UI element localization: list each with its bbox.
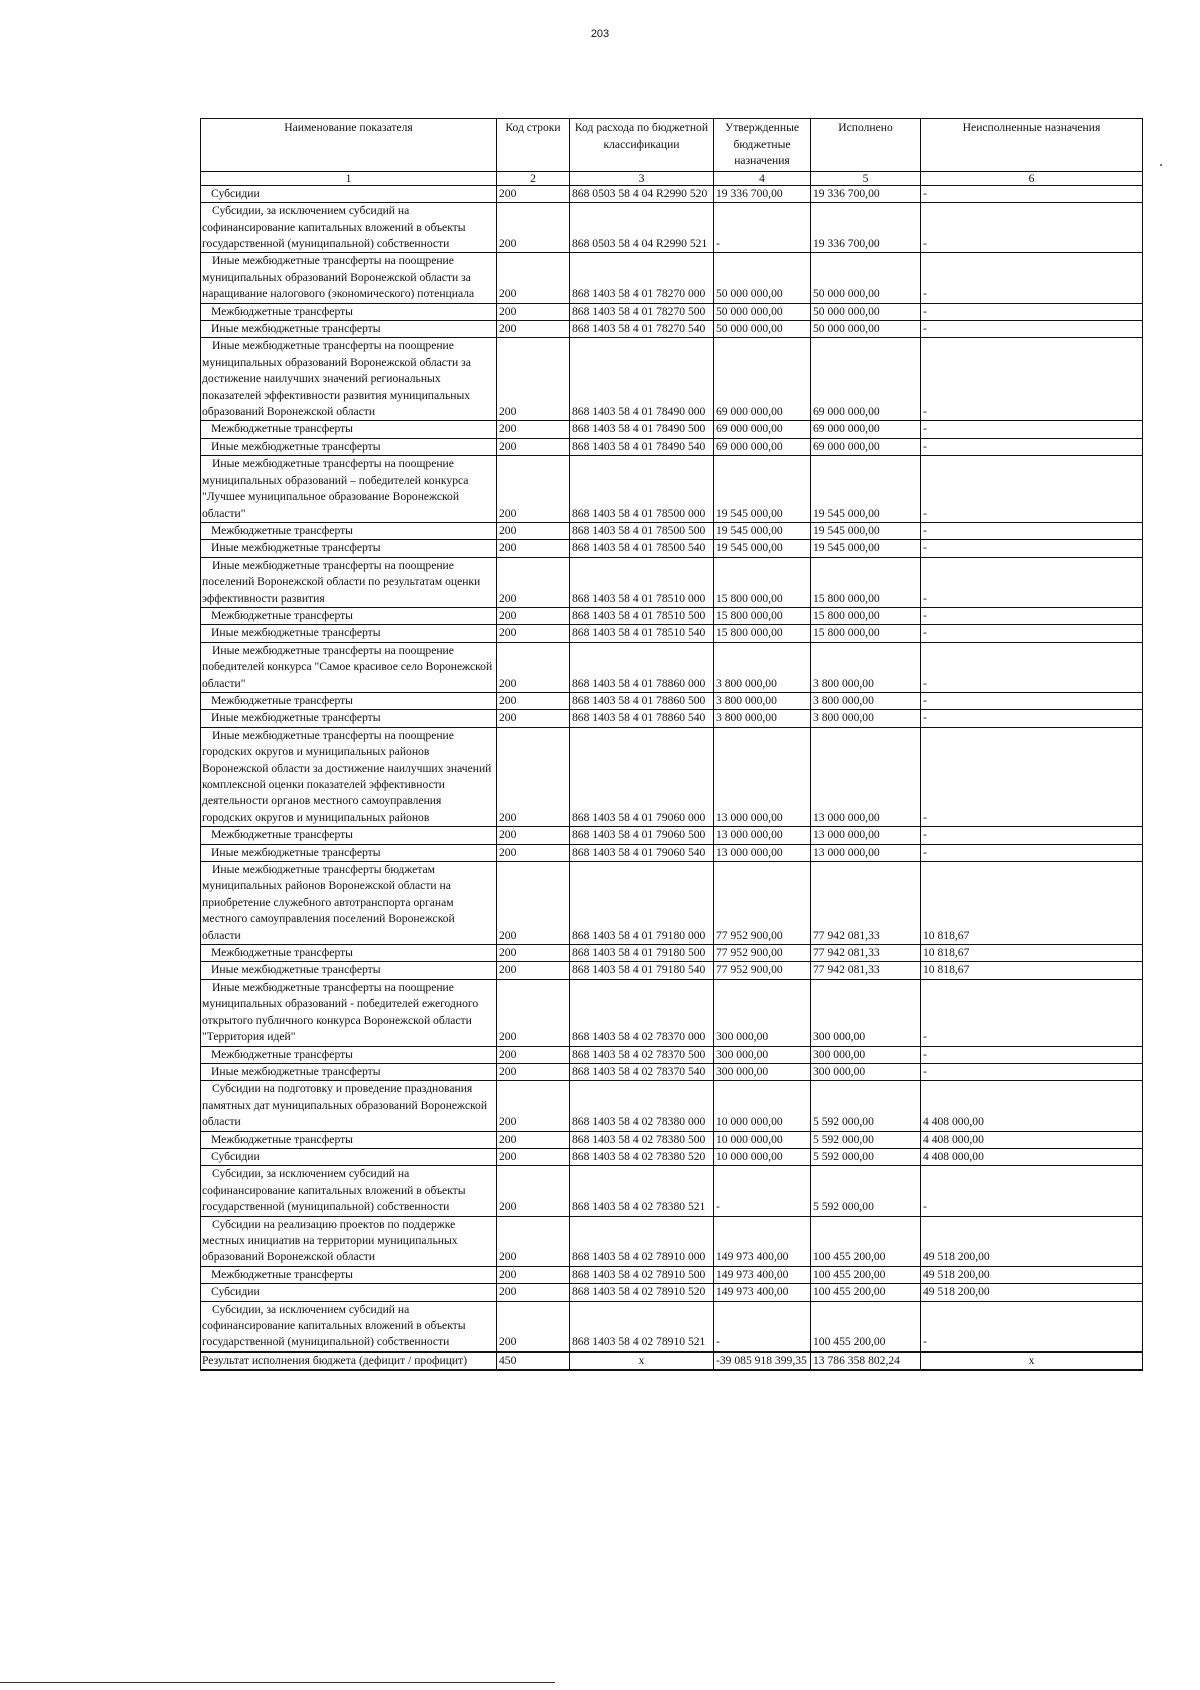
row-executed: 3 800 000,00: [811, 692, 921, 709]
row-unexecuted: -: [921, 438, 1143, 455]
row-indicator-name: Иные межбюджетные трансферты: [201, 540, 497, 557]
table-row: [201, 1166, 1143, 1216]
row-expense-code: 868 1403 58 4 01 78510 500: [570, 607, 714, 624]
table-body: [201, 185, 1143, 1352]
row-expense-code: 868 1403 58 4 01 78500 000: [570, 456, 714, 523]
row-unexecuted: -: [921, 456, 1143, 523]
row-line-code: 200: [497, 607, 570, 624]
row-unexecuted: -: [921, 557, 1143, 607]
row-line-code: 200: [497, 979, 570, 1046]
row-line-code: 200: [497, 557, 570, 607]
row-executed: 19 545 000,00: [811, 522, 921, 539]
result-executed: 13 786 358 802,24: [811, 1352, 921, 1370]
row-expense-code: 868 0503 58 4 04 R2990 520: [570, 185, 714, 202]
row-unexecuted: 10 818,67: [921, 962, 1143, 979]
row-line-code: 200: [497, 727, 570, 826]
row-indicator-name: Иные межбюджетные трансферты на поощрение поселений Воронежской области по результатам оценки эффективности развития: [201, 557, 497, 607]
row-unexecuted: 10 818,67: [921, 945, 1143, 962]
table-row: [201, 253, 1143, 303]
table-row: [201, 338, 1143, 421]
table-row: [201, 827, 1143, 844]
row-indicator-name: Иные межбюджетные трансферты на поощрение муниципальных образований Воронежской области за наращивание налогового (экономического) потенциала: [201, 253, 497, 303]
row-executed: 50 000 000,00: [811, 321, 921, 338]
row-line-code: 200: [497, 1266, 570, 1283]
row-approved: 10 000 000,00: [714, 1148, 811, 1165]
row-line-code: 200: [497, 456, 570, 523]
row-executed: 5 592 000,00: [811, 1081, 921, 1131]
row-line-code: 200: [497, 438, 570, 455]
row-indicator-name: Иные межбюджетные трансферты: [201, 321, 497, 338]
row-approved: -: [714, 1301, 811, 1352]
table-header-row: [201, 119, 1143, 172]
row-unexecuted: -: [921, 979, 1143, 1046]
table-row: [201, 1131, 1143, 1148]
row-expense-code: 868 1403 58 4 01 79180 000: [570, 862, 714, 945]
row-indicator-name: Иные межбюджетные трансферты на поощрение городских округов и муниципальных районов Воронежской области за достижение наилучших значений комплексной оценки показателей эффективности деятельности органов местного самоуправления городских округов и муниципальных районов: [201, 727, 497, 826]
row-approved: 19 336 700,00: [714, 185, 811, 202]
page-number: 203: [590, 28, 610, 40]
table-row: [201, 727, 1143, 826]
row-indicator-name: Межбюджетные трансферты: [201, 607, 497, 624]
row-indicator-name: Иные межбюджетные трансферты: [201, 625, 497, 642]
row-line-code: 200: [497, 844, 570, 861]
row-expense-code: 868 1403 58 4 02 78910 520: [570, 1284, 714, 1301]
row-executed: 3 800 000,00: [811, 710, 921, 727]
row-executed: 13 000 000,00: [811, 727, 921, 826]
row-approved: 13 000 000,00: [714, 827, 811, 844]
row-approved: 77 952 900,00: [714, 862, 811, 945]
table-row: [201, 185, 1143, 202]
row-line-code: 200: [497, 642, 570, 692]
row-executed: 300 000,00: [811, 1063, 921, 1080]
row-unexecuted: -: [921, 321, 1143, 338]
row-approved: 19 545 000,00: [714, 456, 811, 523]
row-line-code: 200: [497, 1216, 570, 1266]
row-executed: 77 942 081,33: [811, 962, 921, 979]
row-expense-code: 868 0503 58 4 04 R2990 521: [570, 203, 714, 253]
row-expense-code: 868 1403 58 4 01 79060 000: [570, 727, 714, 826]
row-line-code: 200: [497, 421, 570, 438]
row-unexecuted: -: [921, 253, 1143, 303]
table-row: [201, 692, 1143, 709]
row-line-code: 200: [497, 625, 570, 642]
table-row: [201, 321, 1143, 338]
column-number: 2: [497, 171, 570, 185]
row-executed: 100 455 200,00: [811, 1301, 921, 1352]
row-line-code: 200: [497, 1148, 570, 1165]
row-unexecuted: -: [921, 625, 1143, 642]
row-executed: 5 592 000,00: [811, 1131, 921, 1148]
row-approved: 3 800 000,00: [714, 642, 811, 692]
row-approved: 15 800 000,00: [714, 625, 811, 642]
row-indicator-name: Иные межбюджетные трансферты бюджетам муниципальных районов Воронежской области на приобретение служебного автотранспорта органам местного самоуправления поселений Воронежской области: [201, 862, 497, 945]
row-indicator-name: Межбюджетные трансферты: [201, 1131, 497, 1148]
row-approved: 69 000 000,00: [714, 438, 811, 455]
row-line-code: 200: [497, 862, 570, 945]
row-indicator-name: Иные межбюджетные трансферты: [201, 962, 497, 979]
row-executed: 100 455 200,00: [811, 1216, 921, 1266]
scan-mark: [1160, 164, 1162, 166]
row-indicator-name: Иные межбюджетные трансферты: [201, 710, 497, 727]
row-indicator-name: Межбюджетные трансферты: [201, 1046, 497, 1063]
row-approved: 300 000,00: [714, 1046, 811, 1063]
row-approved: 19 545 000,00: [714, 522, 811, 539]
row-unexecuted: -: [921, 827, 1143, 844]
row-approved: 13 000 000,00: [714, 727, 811, 826]
row-expense-code: 868 1403 58 4 01 78860 500: [570, 692, 714, 709]
row-unexecuted: -: [921, 727, 1143, 826]
row-executed: 50 000 000,00: [811, 303, 921, 320]
row-line-code: 200: [497, 962, 570, 979]
table-row: [201, 1301, 1143, 1352]
row-expense-code: 868 1403 58 4 02 78910 521: [570, 1301, 714, 1352]
row-executed: 69 000 000,00: [811, 438, 921, 455]
row-expense-code: 868 1403 58 4 02 78380 521: [570, 1166, 714, 1216]
table-row: [201, 945, 1143, 962]
row-expense-code: 868 1403 58 4 02 78380 000: [570, 1081, 714, 1131]
result-unexecuted: x: [921, 1352, 1143, 1370]
table-row: [201, 203, 1143, 253]
result-expense-code: x: [570, 1352, 714, 1370]
table-row: [201, 438, 1143, 455]
row-line-code: 200: [497, 1081, 570, 1131]
result-line-code: 450: [497, 1352, 570, 1370]
row-unexecuted: -: [921, 1046, 1143, 1063]
row-line-code: 200: [497, 827, 570, 844]
row-executed: 15 800 000,00: [811, 607, 921, 624]
header-unexecuted: Неисполненные назначения: [921, 119, 1143, 172]
row-executed: 100 455 200,00: [811, 1266, 921, 1283]
row-indicator-name: Иные межбюджетные трансферты: [201, 1063, 497, 1080]
row-expense-code: 868 1403 58 4 01 78860 540: [570, 710, 714, 727]
row-unexecuted: 10 818,67: [921, 862, 1143, 945]
row-line-code: 200: [497, 1301, 570, 1352]
row-line-code: 200: [497, 1046, 570, 1063]
table-row: [201, 607, 1143, 624]
table-row: [201, 862, 1143, 945]
row-indicator-name: Субсидии, за исключением субсидий на софинансирование капитальных вложений в объекты государственной (муниципальной) собственности: [201, 1166, 497, 1216]
row-line-code: 200: [497, 321, 570, 338]
row-executed: 19 336 700,00: [811, 185, 921, 202]
row-indicator-name: Субсидии: [201, 1148, 497, 1165]
row-unexecuted: -: [921, 692, 1143, 709]
row-unexecuted: 4 408 000,00: [921, 1081, 1143, 1131]
row-approved: 300 000,00: [714, 1063, 811, 1080]
row-indicator-name: Субсидии на подготовку и проведение празднования памятных дат муниципальных образований Воронежской области: [201, 1081, 497, 1131]
row-indicator-name: Субсидии, за исключением субсидий на софинансирование капитальных вложений в объекты государственной (муниципальной) собственности: [201, 1301, 497, 1352]
row-unexecuted: 4 408 000,00: [921, 1131, 1143, 1148]
budget-execution-table: [200, 118, 1143, 1371]
row-indicator-name: Межбюджетные трансферты: [201, 945, 497, 962]
row-unexecuted: -: [921, 303, 1143, 320]
row-approved: 19 545 000,00: [714, 540, 811, 557]
header-approved: Утвержденные бюджетные назначения: [714, 119, 811, 172]
row-expense-code: 868 1403 58 4 01 78490 000: [570, 338, 714, 421]
row-unexecuted: 49 518 200,00: [921, 1284, 1143, 1301]
row-approved: 50 000 000,00: [714, 303, 811, 320]
row-executed: 3 800 000,00: [811, 642, 921, 692]
row-line-code: 200: [497, 338, 570, 421]
row-approved: 149 973 400,00: [714, 1266, 811, 1283]
row-expense-code: 868 1403 58 4 01 78270 500: [570, 303, 714, 320]
row-executed: 77 942 081,33: [811, 862, 921, 945]
table-row: [201, 979, 1143, 1046]
row-line-code: 200: [497, 1284, 570, 1301]
row-executed: 69 000 000,00: [811, 338, 921, 421]
row-executed: 13 000 000,00: [811, 827, 921, 844]
row-expense-code: 868 1403 58 4 01 78500 500: [570, 522, 714, 539]
row-expense-code: 868 1403 58 4 02 78380 520: [570, 1148, 714, 1165]
row-approved: 77 952 900,00: [714, 962, 811, 979]
table-row: [201, 1148, 1143, 1165]
row-approved: 10 000 000,00: [714, 1131, 811, 1148]
row-indicator-name: Субсидии: [201, 185, 497, 202]
row-approved: 77 952 900,00: [714, 945, 811, 962]
table-row: [201, 1081, 1143, 1131]
row-line-code: 200: [497, 945, 570, 962]
row-expense-code: 868 1403 58 4 01 79180 500: [570, 945, 714, 962]
header-line-code: Код строки: [497, 119, 570, 172]
row-unexecuted: -: [921, 338, 1143, 421]
row-line-code: 200: [497, 692, 570, 709]
row-approved: 13 000 000,00: [714, 844, 811, 861]
row-unexecuted: -: [921, 421, 1143, 438]
table-row: [201, 456, 1143, 523]
row-executed: 15 800 000,00: [811, 557, 921, 607]
row-executed: 15 800 000,00: [811, 625, 921, 642]
row-approved: 50 000 000,00: [714, 321, 811, 338]
row-approved: 50 000 000,00: [714, 253, 811, 303]
row-expense-code: 868 1403 58 4 01 79060 500: [570, 827, 714, 844]
table-row: [201, 303, 1143, 320]
row-indicator-name: Субсидии на реализацию проектов по поддержке местных инициатив на территории муниципальных образований Воронежской области: [201, 1216, 497, 1266]
row-indicator-name: Иные межбюджетные трансферты на поощрение муниципальных образований Воронежской области за достижение наилучших значений региональных показателей эффективности развития муниципальных образований Воронежской области: [201, 338, 497, 421]
table-row: [201, 540, 1143, 557]
budget-execution-table-wrapper: [200, 118, 1142, 1371]
row-approved: 10 000 000,00: [714, 1081, 811, 1131]
row-line-code: 200: [497, 303, 570, 320]
row-expense-code: 868 1403 58 4 01 79180 540: [570, 962, 714, 979]
table-row: [201, 557, 1143, 607]
row-executed: 50 000 000,00: [811, 253, 921, 303]
row-executed: 300 000,00: [811, 1046, 921, 1063]
row-expense-code: 868 1403 58 4 01 78860 000: [570, 642, 714, 692]
row-line-code: 200: [497, 253, 570, 303]
row-line-code: 200: [497, 1063, 570, 1080]
row-unexecuted: -: [921, 710, 1143, 727]
row-expense-code: 868 1403 58 4 01 78270 540: [570, 321, 714, 338]
row-approved: 3 800 000,00: [714, 692, 811, 709]
row-unexecuted: -: [921, 1166, 1143, 1216]
row-indicator-name: Межбюджетные трансферты: [201, 827, 497, 844]
row-line-code: 200: [497, 522, 570, 539]
row-executed: 19 545 000,00: [811, 456, 921, 523]
row-executed: 13 000 000,00: [811, 844, 921, 861]
row-expense-code: 868 1403 58 4 02 78380 500: [570, 1131, 714, 1148]
row-unexecuted: -: [921, 844, 1143, 861]
row-indicator-name: Иные межбюджетные трансферты: [201, 844, 497, 861]
row-expense-code: 868 1403 58 4 01 78510 000: [570, 557, 714, 607]
scan-edge-line: [0, 1682, 555, 1683]
row-executed: 300 000,00: [811, 979, 921, 1046]
row-approved: 3 800 000,00: [714, 710, 811, 727]
row-approved: -: [714, 1166, 811, 1216]
row-approved: 15 800 000,00: [714, 557, 811, 607]
row-unexecuted: -: [921, 540, 1143, 557]
table-row: [201, 1266, 1143, 1283]
table-row: [201, 1216, 1143, 1266]
row-expense-code: 868 1403 58 4 01 78270 000: [570, 253, 714, 303]
row-unexecuted: -: [921, 185, 1143, 202]
header-executed: Исполнено: [811, 119, 921, 172]
row-indicator-name: Межбюджетные трансферты: [201, 303, 497, 320]
header-expense-code: Код расхода по бюджетной классификации: [570, 119, 714, 172]
row-expense-code: 868 1403 58 4 01 78510 540: [570, 625, 714, 642]
row-executed: 19 545 000,00: [811, 540, 921, 557]
row-approved: 15 800 000,00: [714, 607, 811, 624]
row-approved: 149 973 400,00: [714, 1284, 811, 1301]
row-line-code: 200: [497, 203, 570, 253]
table-row: [201, 522, 1143, 539]
column-number: 4: [714, 171, 811, 185]
row-unexecuted: 4 408 000,00: [921, 1148, 1143, 1165]
table-row: [201, 1046, 1143, 1063]
row-unexecuted: -: [921, 203, 1143, 253]
column-number: 1: [201, 171, 497, 185]
row-unexecuted: -: [921, 642, 1143, 692]
row-expense-code: 868 1403 58 4 01 78490 500: [570, 421, 714, 438]
row-line-code: 200: [497, 540, 570, 557]
row-line-code: 200: [497, 1131, 570, 1148]
column-number-row: [201, 171, 1143, 185]
row-expense-code: 868 1403 58 4 01 79060 540: [570, 844, 714, 861]
table-row: [201, 625, 1143, 642]
row-line-code: 200: [497, 710, 570, 727]
row-line-code: 200: [497, 185, 570, 202]
result-name: Результат исполнения бюджета (дефицит / профицит): [201, 1352, 497, 1370]
row-approved: 149 973 400,00: [714, 1216, 811, 1266]
row-expense-code: 868 1403 58 4 02 78370 000: [570, 979, 714, 1046]
row-indicator-name: Иные межбюджетные трансферты на поощрение муниципальных образований – победителей конкурса "Лучшее муниципальное образование Воронежской области": [201, 456, 497, 523]
row-unexecuted: 49 518 200,00: [921, 1216, 1143, 1266]
row-executed: 5 592 000,00: [811, 1166, 921, 1216]
column-number: 3: [570, 171, 714, 185]
row-indicator-name: Иные межбюджетные трансферты на поощрение муниципальных образований - победителей ежегодного открытого публичного конкурса Воронежской области "Территория идей": [201, 979, 497, 1046]
header-indicator-name: Наименование показателя: [201, 119, 497, 172]
row-indicator-name: Межбюджетные трансферты: [201, 522, 497, 539]
row-executed: 19 336 700,00: [811, 203, 921, 253]
row-approved: -: [714, 203, 811, 253]
row-indicator-name: Межбюджетные трансферты: [201, 1266, 497, 1283]
row-indicator-name: Иные межбюджетные трансферты: [201, 438, 497, 455]
row-unexecuted: -: [921, 607, 1143, 624]
table-row: [201, 1284, 1143, 1301]
row-indicator-name: Иные межбюджетные трансферты на поощрение победителей конкурса "Самое красивое село Воронежской области": [201, 642, 497, 692]
table-row: [201, 642, 1143, 692]
table-row: [201, 421, 1143, 438]
row-unexecuted: -: [921, 522, 1143, 539]
column-number: 5: [811, 171, 921, 185]
row-expense-code: 868 1403 58 4 02 78370 540: [570, 1063, 714, 1080]
row-line-code: 200: [497, 1166, 570, 1216]
row-unexecuted: -: [921, 1301, 1143, 1352]
row-executed: 77 942 081,33: [811, 945, 921, 962]
row-approved: 69 000 000,00: [714, 421, 811, 438]
result-approved: -39 085 918 399,35: [714, 1352, 811, 1370]
row-indicator-name: Субсидии: [201, 1284, 497, 1301]
row-unexecuted: 49 518 200,00: [921, 1266, 1143, 1283]
table-row: [201, 962, 1143, 979]
row-executed: 100 455 200,00: [811, 1284, 921, 1301]
result-row: [201, 1352, 1143, 1370]
table-row: [201, 710, 1143, 727]
table-row: [201, 1063, 1143, 1080]
table-row: [201, 844, 1143, 861]
row-approved: 69 000 000,00: [714, 338, 811, 421]
row-indicator-name: Межбюджетные трансферты: [201, 692, 497, 709]
row-expense-code: 868 1403 58 4 01 78490 540: [570, 438, 714, 455]
row-approved: 300 000,00: [714, 979, 811, 1046]
column-number: 6: [921, 171, 1143, 185]
row-expense-code: 868 1403 58 4 01 78500 540: [570, 540, 714, 557]
row-unexecuted: -: [921, 1063, 1143, 1080]
row-expense-code: 868 1403 58 4 02 78370 500: [570, 1046, 714, 1063]
row-indicator-name: Субсидии, за исключением субсидий на софинансирование капитальных вложений в объекты государственной (муниципальной) собственности: [201, 203, 497, 253]
row-expense-code: 868 1403 58 4 02 78910 000: [570, 1216, 714, 1266]
row-indicator-name: Межбюджетные трансферты: [201, 421, 497, 438]
row-executed: 69 000 000,00: [811, 421, 921, 438]
row-expense-code: 868 1403 58 4 02 78910 500: [570, 1266, 714, 1283]
row-executed: 5 592 000,00: [811, 1148, 921, 1165]
